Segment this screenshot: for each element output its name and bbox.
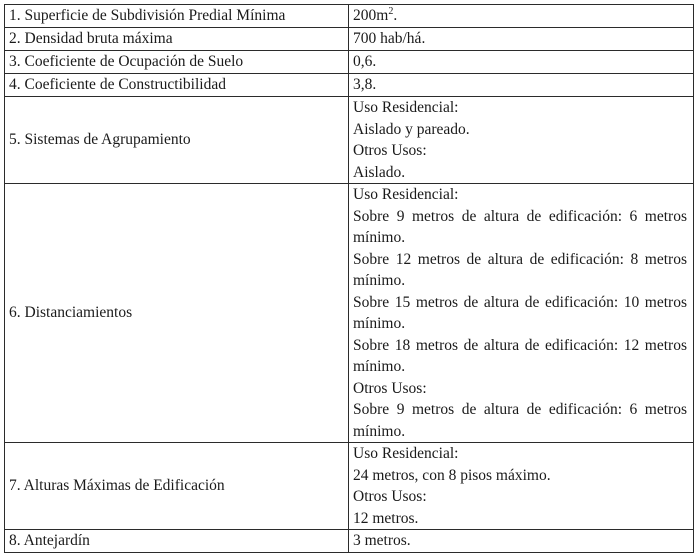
value-main: 200m: [353, 7, 389, 25]
value-line: Sobre 18 metros de altura de edificación: 12 metros mínimo.: [353, 336, 687, 375]
row-value: 700 hab/há.: [349, 28, 694, 51]
value-line: Otros Usos:: [353, 379, 427, 397]
row-value: 3,8.: [349, 74, 694, 97]
row-value: 0,6.: [349, 51, 694, 74]
table-row: [5, 51, 694, 74]
table-row: [5, 5, 694, 28]
row-label: 3. Coeficiente de Ocupación de Suelo: [5, 51, 349, 74]
table-row: [5, 28, 694, 51]
row-value: [349, 5, 694, 28]
value-line: 12 metros.: [353, 509, 419, 527]
row-value: 3 metros.: [349, 530, 694, 553]
row-label: 5. Sistemas de Agrupamiento: [5, 97, 349, 184]
row-label: 2. Densidad bruta máxima: [5, 28, 349, 51]
table-row: [5, 184, 694, 443]
row-label: 4. Coeficiente de Constructibilidad: [5, 74, 349, 97]
value-line: Aislado.: [353, 163, 406, 181]
value-line: Sobre 12 metros de altura de edificación: 8 metros mínimo.: [353, 250, 687, 289]
row-value: [349, 184, 694, 443]
value-line: Aislado y pareado.: [353, 120, 470, 138]
value-line: Uso Residencial:: [353, 99, 459, 116]
value-line: Uso Residencial:: [353, 186, 459, 203]
value-line: Sobre 15 metros de altura de edificación: 10 metros mínimo.: [353, 293, 687, 332]
row-label: 7. Alturas Máximas de Edificación: [5, 443, 349, 530]
value-line: Uso Residencial:: [353, 445, 459, 462]
table-row: [5, 74, 694, 97]
row-label: 1. Superficie de Subdivisión Predial Mínima: [5, 5, 349, 28]
table-row: [5, 530, 694, 553]
row-value: [349, 97, 694, 184]
value-line: Otros Usos:: [353, 488, 427, 505]
row-label: 8. Antejardín: [5, 530, 349, 553]
value-tail: .: [393, 7, 398, 25]
value-superscript: 2: [388, 6, 394, 18]
value-line: Otros Usos:: [353, 142, 427, 159]
table-row: [5, 443, 694, 530]
value-line: Sobre 9 metros de altura de edificación: 6 metros mínimo.: [353, 401, 687, 440]
row-value: [349, 443, 694, 530]
value-line: 24 metros, con 8 pisos máximo.: [353, 466, 551, 484]
value-line: Sobre 9 metros de altura de edificación: 6 metros mínimo.: [353, 207, 687, 246]
table-row: [5, 97, 694, 184]
row-label: 6. Distanciamientos: [5, 184, 349, 443]
zoning-norms-table: [4, 4, 694, 553]
